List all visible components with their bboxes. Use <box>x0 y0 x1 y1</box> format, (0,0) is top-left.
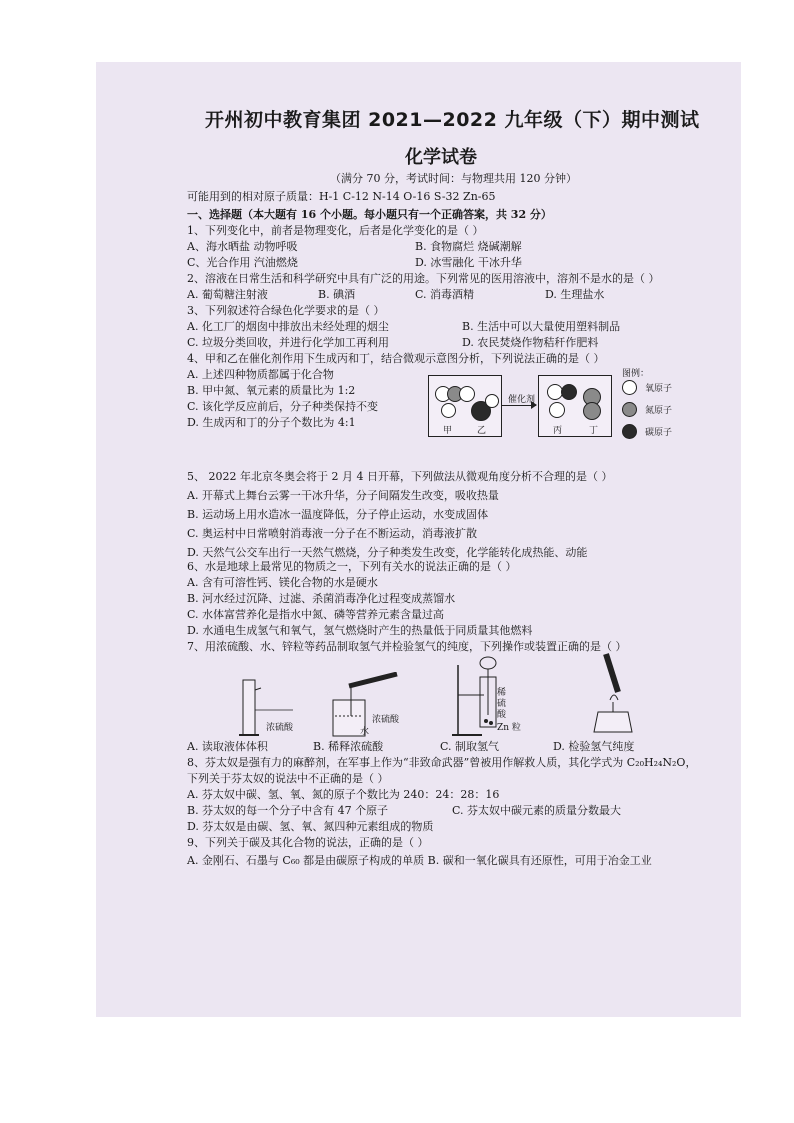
exam-subtitle: 化学试卷 <box>405 147 477 168</box>
legend-title: 图例： <box>622 369 650 379</box>
section-heading: 一、选择题（本大题有 16 个小题。每小题只有一个正确答案，共 32 分） <box>187 208 552 221</box>
q7-option-b: B. 稀释浓硫酸 <box>313 740 384 753</box>
oxygen-atom <box>549 402 565 418</box>
q8-stem-cont: 下列关于芬太奴的说法中不正确的是（ ） <box>187 772 389 785</box>
q7-option-c: C. 制取氢气 <box>440 740 500 753</box>
exam-title: 开州初中教育集团 2021—2022 九年级（下）期中测试 <box>205 109 700 131</box>
oxygen-atom <box>441 403 456 418</box>
label-ding: 丁 <box>589 426 599 436</box>
q1-option-a: A、海水晒盐 动物呼吸 <box>187 240 298 253</box>
q4-stem: 4、甲和乙在催化剂作用下生成丙和丁，结合微观示意图分析，下列说法正确的是（ ） <box>187 352 605 365</box>
q6-stem: 6、水是地球上最常见的物质之一，下列有关水的说法正确的是（ ） <box>187 560 517 573</box>
label-jia: 甲 <box>443 426 453 436</box>
alcohol-lamp-test-icon <box>588 652 638 737</box>
q4-option-b: B. 甲中氮、氧元素的质量比为 1:2 <box>187 384 356 397</box>
legend-carbon-icon <box>622 424 637 439</box>
q3-option-b: B. 生活中可以大量使用塑料制品 <box>462 320 621 333</box>
q1-option-d: D. 冰雪融化 干冰升华 <box>415 256 522 269</box>
q1-option-c: C、光合作用 汽油燃烧 <box>187 256 298 269</box>
q6-option-b: B. 河水经过沉降、过滤、杀菌消毒净化过程变成蒸馏水 <box>187 592 456 605</box>
hydrogen-generator-icon <box>452 655 502 740</box>
legend-carbon: 碳原子 <box>645 428 673 438</box>
q5-option-b: B. 运动场上用水造冰一温度降低，分子停止运动，水变成固体 <box>187 508 489 521</box>
q8-option-b: B. 芬太奴的每一个分子中含有 47 个原子 <box>187 804 389 817</box>
q3-option-a: A. 化工厂的烟囱中排放出未经处理的烟尘 <box>187 320 389 333</box>
q2-option-a: A. 葡萄糖注射液 <box>187 288 268 301</box>
atomic-masses: 可能用到的相对原子质量：H-1 C-12 N-14 O-16 S-32 Zn-65 <box>187 190 496 203</box>
q8-stem: 8、芬太奴是强有力的麻醉剂，在军事上作为“非致命武器”曾被用作解救人质，其化学式为 C₂₀H₂₄N₂O， <box>187 756 697 769</box>
q7-option-a: A. 读取液体体积 <box>187 740 268 753</box>
q2-option-c: C. 消毒酒精 <box>415 288 475 301</box>
hydrogen-atom <box>485 394 499 408</box>
q5-option-a: A. 开幕式上舞台云雾一干冰升华，分子间隔发生改变，吸收热量 <box>187 489 499 502</box>
q7-label-acid2: 浓硫酸 <box>372 715 400 725</box>
beaker-dilution-icon <box>325 672 415 740</box>
q2-option-b: B. 碘酒 <box>318 288 356 301</box>
q7-option-d: D. 检验氢气纯度 <box>553 740 635 753</box>
q5-option-c: C. 奥运村中日常喷射消毒液一分子在不断运动，消毒液扩散 <box>187 527 478 540</box>
q6-option-d: D. 水通电生成氢气和氧气，氢气燃烧时产生的热量低于同质量其他燃料 <box>187 624 533 637</box>
q9-stem: 9、下列关于碳及其化合物的说法，正确的是（ ） <box>187 836 429 849</box>
q7-stem: 7、用浓硫酸、水、锌粒等药品制取氢气并检验氢气的纯度，下列操作或装置正确的是（ ） <box>187 640 627 653</box>
q7-label-zn: Zn 粒 <box>497 723 521 733</box>
exam-meta: （满分 70 分，考试时间：与物理共用 120 分钟） <box>330 172 577 185</box>
q1-option-b: B. 食物腐烂 烧碱潮解 <box>415 240 522 253</box>
oxygen-atom <box>459 386 475 402</box>
q7-label-dilute: 稀硫酸 <box>497 688 507 720</box>
q5-stem: 5、 2022 年北京冬奥会将于 2 月 4 日开幕，下列做法从微观角度分析不合理的是（ ） <box>187 470 613 483</box>
q3-option-d: D. 农民焚烧作物秸秆作肥料 <box>462 336 599 349</box>
q8-option-c: C. 芬太奴中碳元素的质量分数最大 <box>452 804 622 817</box>
q2-stem: 2、溶液在日常生活和科学研究中具有广泛的用途。下列常见的医用溶液中，溶剂不是水的是（ ） <box>187 272 660 285</box>
catalyst-label: 催化剂 <box>508 395 536 405</box>
q3-stem: 3、下列叙述符合绿色化学要求的是（ ） <box>187 304 385 317</box>
legend-nitrogen-icon <box>622 402 637 417</box>
label-bing: 丙 <box>553 426 563 436</box>
q3-option-c: C. 垃圾分类回收，并进行化学加工再利用 <box>187 336 390 349</box>
q6-option-a: A. 含有可溶性钙、镁化合物的水是硬水 <box>187 576 378 589</box>
q4-option-a: A. 上述四种物质都属于化合物 <box>187 368 334 381</box>
q8-option-a: A. 芬太奴中碳、氢、氧、氮的原子个数比为 240：24：28：16 <box>187 788 500 801</box>
reactants-box <box>428 375 502 437</box>
q9-option-a: A. 金刚石、石墨与 C₆₀ 都是由碳原子构成的单质 B. 碳和一氧化碳具有还原性，可用于冶金工业 <box>187 854 652 867</box>
q7-label-water: 水 <box>360 727 370 737</box>
label-yi: 乙 <box>477 426 487 436</box>
legend-nitrogen: 氮原子 <box>645 406 673 416</box>
q2-option-d: D. 生理盐水 <box>545 288 605 301</box>
q7-label-acid: 浓硫酸 <box>266 723 294 733</box>
arrow-head-icon <box>531 401 537 409</box>
q1-stem: 1、下列变化中，前者是物理变化，后者是化学变化的是（ ） <box>187 224 484 237</box>
products-box <box>538 375 612 437</box>
nitrogen-atom <box>583 402 601 420</box>
q4-option-c: C. 该化学反应前后，分子种类保持不变 <box>187 400 379 413</box>
carbon-atom <box>561 384 577 400</box>
q5-option-d: D. 天然气公交车出行一天然气燃烧，分子种类发生改变，化学能转化成热能、动能 <box>187 546 588 559</box>
legend-oxygen-icon <box>622 380 637 395</box>
q8-option-d: D. 芬太奴是由碳、氢、氧、氮四种元素组成的物质 <box>187 820 434 833</box>
q4-option-d: D. 生成丙和丁的分子个数比为 4:1 <box>187 416 356 429</box>
q6-option-c: C. 水体富营养化是指水中氮、磷等营养元素含量过高 <box>187 608 445 621</box>
legend-oxygen: 氧原子 <box>645 384 673 394</box>
